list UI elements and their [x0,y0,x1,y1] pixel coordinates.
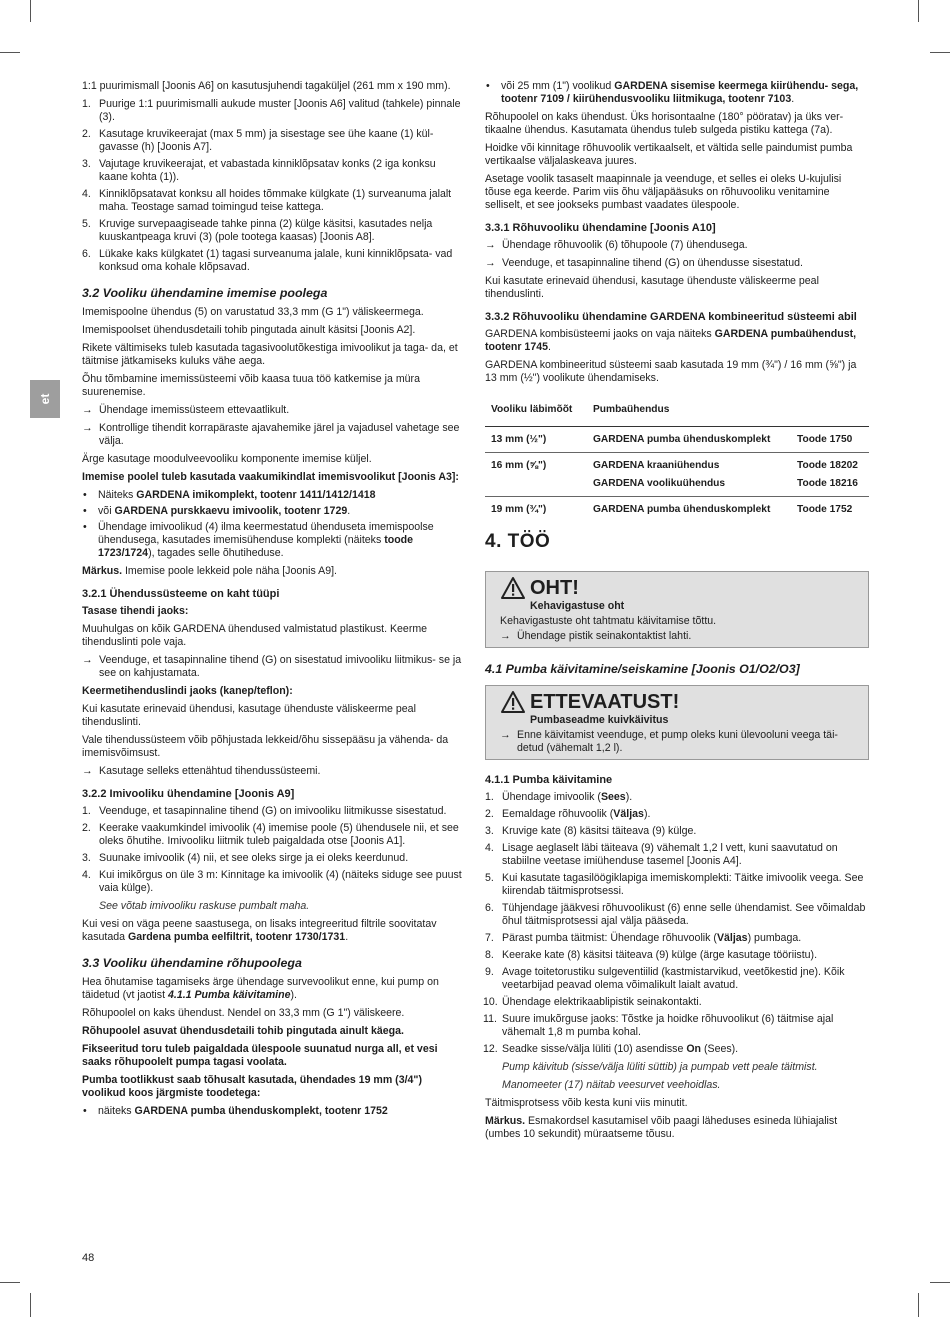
note [82,565,464,578]
cross-reference: 4.1.1 Pumba käivitamine [167,989,291,1001]
italic-note: Manomeeter (17) näitab veesurvet veehoidlas. [502,1079,721,1091]
bullet-list [485,80,869,106]
caution-box [485,685,869,760]
step-text: Ühendage imivoolik ( [502,791,601,803]
text: . [791,93,795,105]
subheading: Tasase tihendi jaoks: [82,605,189,617]
list-item [485,872,869,898]
table-row [485,453,869,476]
step-text: Veenduge, et tasapinnaline tihend (G) on imivooliku liitmikusse sisestatud. [99,805,447,817]
step-number: 4. [485,842,494,854]
paragraph: Rõhupoolel on kaks ühendust. Üks horisontaalne (180° pööratav) ja üks ver- tikaalne ühendus. Kasutamata ühendus tuleb sulgeda pistiku kattega (7a). [485,111,844,136]
section-3-2-2-title: 3.2.2 Imivooliku ühendamine [Joonis A9] [82,788,295,800]
column-header [791,395,869,427]
step-number: 7. [485,932,494,944]
warning-title: ETTEVAATUST! [530,691,680,713]
note [485,1115,869,1141]
list-item [485,902,869,928]
page-number: 48 [82,1252,95,1264]
list-item [485,1043,869,1056]
step-text: Kruvige kate (8) käsitsi täiteava (9) külge. [502,825,697,837]
step-text: ) pumbaga. [747,932,802,944]
step-text: Keerake kate (8) käsitsi täiteava (9) külge (ärge kasutage tööriistu). [502,949,818,961]
step-number: 11. [483,1013,497,1025]
list-item [485,80,869,106]
text: . [345,931,349,943]
step-text: Avage toitetorustiku sulgeventiilid (kastmistarvikud, veetõkestid jne). Kõik veetarbijad peavad olema võimalikult laialt avatud. [502,966,845,991]
table-row [485,427,869,453]
paragraph: Kui kasutate erinevaid ühendusi, kasutage ühenduste väliskeerme peal tihenduslinti. [82,703,416,728]
step-text: Ühendage elektrikaablipistik seinakontakti. [502,996,702,1008]
bold-paragraph: Fikseeritud toru tuleb paigaldada ülespoole suunatud nurga all, et vesi saaks rõhupoolelt pumpa tagasi voolata. [82,1043,438,1068]
intro-text: 1:1 puurimismall [Joonis A6] on kasutusjuhendi tagaküljel (261 mm x 190 mm). [82,80,451,92]
step-number: 10. [483,996,498,1008]
instruction: → Veenduge, et tasapinnaline tihend (G) on sisestatud imivooliku liitmikus- se ja see on kahjustamata. [82,654,464,680]
step-bold: Väljas [613,808,644,820]
text: Näiteks [98,489,137,501]
step-number: 12. [483,1043,498,1055]
danger-box [485,571,869,648]
list-item [485,966,869,992]
list-item [82,869,464,895]
section-3-3-2-title: 3.3.2 Rõhuvooliku ühendamine GARDENA kombineeritud süsteemi abil [485,311,857,323]
table-cell: GARDENA pumba ühenduskomplekt [593,504,771,515]
bullet-list [82,489,464,560]
list-item [82,822,464,848]
paragraph [82,918,464,944]
pump-connection-table [485,395,869,519]
crop-mark [0,52,20,53]
instruction: → Veenduge, et tasapinnaline tihend (G) on ühendusse sisestatud. [485,257,869,270]
step-number: 1. [485,791,494,803]
paragraph: Rõhupoolel on kaks ühendust. Nendel on 33,3 mm (G 1") väliskeere. [82,1007,405,1019]
step-text: Kasutage kruvikeerajat (max 5 mm) ja sisestage see ühe kaane (1) kül- gavasse (h) [Joonis A7]. [99,128,434,153]
crop-mark [30,1293,31,1317]
paragraph: Rikete vältimiseks tuleb kasutada tagasivoolutõkestiga imivoolikut ja taga- da, et täitmise jätkamiseks kuluks vähe aega. [82,342,458,367]
bold-paragraph: Rõhupoolel asuvat ühendusdetaili tohib pingutada ainult käega. [82,1025,404,1037]
mount-steps [82,98,464,274]
step-bold: Väljas [716,932,748,944]
text: näiteks [98,1105,135,1117]
section-4-1-title: 4.1 Pumba käivitamine/seiskamine [Joonis O1/O2/O3] [485,662,800,676]
crop-mark [918,1293,919,1317]
step-number: 1. [82,805,91,817]
crop-mark [918,0,919,22]
paragraph: Ärge kasutage moodulveevooliku komponente imemise küljel. [82,453,372,465]
warning-title: OHT! [530,577,579,599]
table-cell: GARDENA voolikuühendus [587,475,791,497]
step-text: Puurige 1:1 puurimismalli aukude muster [Joonis A6] valitud (tahkele) pinnale (3). [99,98,461,123]
suction-steps [82,805,464,895]
paragraph: GARDENA kombineeritud süsteemi saab kasutada 19 mm (¾") / 16 mm (⅝") ja 13 mm (½") voolikute ühendamiseks. [485,359,857,384]
section-4-1-1-title: 4.1.1 Pumba käivitamine [485,774,613,786]
column-header: Vooliku läbimõõt [485,395,587,427]
text: ), tagades selle õhutiheduse. [148,547,284,559]
text: või [98,505,115,517]
step-number: 2. [485,808,494,820]
step-text: Lükake kaks külgkatet (1) tagasi surveanuma jalale, kuni kinniklõpsata- vad konksud oma kohale klõpsavad. [99,248,453,273]
product-name: toode 1723/1724 [98,534,414,559]
right-column [485,80,869,1146]
instruction: → Ühendage imemissüsteem ettevaatlikult. [82,404,464,417]
list-item [82,188,464,214]
instruction: → Ühendage pistik seinakontaktist lahti. [500,630,860,643]
list-item [82,248,464,274]
table-cell: GARDENA pumba ühenduskomplekt [587,427,791,453]
step-number: 3. [82,852,91,864]
list-item [82,521,464,560]
paragraph: Imemispoolne ühendus (5) on varustatud 33,3 mm (G 1") väliskeermega. [82,306,424,318]
paragraph: Asetage voolik tasaselt maapinnale ja veenduge, et selles ei oleks U-kujulisi tõuse ega keerde. Parim viis õhu väljapääsuks on rõhuvooliku venitamine selliselt, et see jookseks pumbast vaadates ülespoole. [485,173,842,211]
step-number: 8. [485,949,494,961]
step-text: Lisage aeglaselt läbi täiteava (9) vähemalt 1,2 l vett, kuni saavutatud on stabiilne veetase imiühenduse tasemel [Joonis A4]. [502,842,838,867]
left-column [82,80,464,1123]
step-text: (Sees). [701,1043,739,1055]
warning-subtitle: Pumbaseadme kuivkäivitus [530,714,669,726]
list-item [485,808,869,821]
text: või 25 mm (1") voolikud [501,80,615,92]
step-number: 5. [485,872,494,884]
step-bold: Sees [600,791,626,803]
table-cell: Toode 1752 [797,504,853,515]
step-number: 3. [82,158,91,170]
step-number: 1. [82,98,91,110]
text: . [347,505,351,517]
table-cell: Toode 18216 [791,475,869,497]
table-cell [485,475,587,497]
step-number: 4. [82,869,91,881]
step-number: 3. [485,825,494,837]
paragraph: Muuhulgas on kõik GARDENA ühendused valmistatud plastikust. Keerme tihenduslinti pole vaja. [82,623,428,648]
step-text: Kui imikõrgus on üle 3 m: Kinnitage ka imivoolik (4) (näiteks siduge see puust vaia külge). [99,869,462,894]
product-name: GARDENA sisemise keermega kiirühendu- sega, tootenr 7109 / kiirühendusvooliku liitmikuga, tootenr 7103 [501,80,859,105]
list-item [485,949,869,962]
table-cell: Toode 18202 [797,460,858,471]
product-name: GARDENA purskkaevu imivoolik, tootenr 1729 [114,505,348,517]
list-item [485,842,869,868]
crop-mark [930,1282,950,1283]
step-number: 9. [485,966,494,978]
italic-note: See võtab imivooliku raskuse pumbalt maha. [99,900,310,912]
list-item [82,505,464,518]
step-text: Vajutage kruvikeerajat, et vabastada kinniklõpsatav konks (2 iga konksu kaane kohta (1)). [99,158,436,183]
instruction: → Kontrollige tihendit korrapäraste ajavahemike järel ja vajadusel vahetage see välja. [82,422,464,448]
paragraph: Imemispoolset ühendusdetaili tohib pingutada ainult käsitsi [Joonis A2]. [82,324,416,336]
list-item [82,489,464,502]
list-item [485,996,869,1009]
crop-mark [0,1282,20,1283]
text: Kui vesi on väga peene saastusega, on lisaks integreeritud filtrile soovitatav kasutada [82,918,437,943]
paragraph [485,328,869,354]
product-name: Gardena pumba eelfiltrit, tootenr 1730/1731 [127,931,346,943]
step-number: 2. [82,128,91,140]
step-number: 6. [485,902,494,914]
table-row [485,475,869,497]
list-item [82,805,464,818]
warning-header [500,576,860,600]
text: . [548,341,551,353]
instruction: → Enne käivitamist veenduge, et pump oleks kuni ülevooluni veega täi- detud (vähemalt 1,2 l). [500,729,860,755]
start-steps [485,791,869,1056]
paragraph: Kui kasutate erinevaid ühendusi, kasutage ühenduste väliskeerme peal tihenduslinti. [485,275,819,300]
step-text: Pärast pumba täitmist: Ühendage rõhuvoolik ( [502,932,717,944]
step-number: 2. [82,822,91,834]
instruction: → Ühendage rõhuvoolik (6) tõhupoole (7) ühendusega. [485,239,869,252]
step-number: 5. [82,218,91,230]
step-text: Eemaldage rõhuvoolik ( [502,808,614,820]
product-name: GARDENA pumbaühendust, tootenr 1745 [485,328,857,353]
bullet-list [82,1105,464,1118]
step-text: Seadke sisse/välja lüliti (10) asendisse [502,1043,687,1055]
step-text: ). [625,791,633,803]
instruction: → Kasutage selleks ettenähtud tihendussüsteemi. [82,765,464,778]
note-text: Imemise poole lekkeid pole näha [Joonis A9]. [122,565,337,577]
paragraph: Hoidke või kinnitage rõhuvoolik vertikaalselt, et vältida selle paindumist pumba vertikaalse väljalaskeava juures. [485,142,853,167]
step-text: Kruvige survepaagiseade tahke pinna (2) külge käsitsi, kasutades nelja kuuskantpeaga kruvi (3) (pole tootega kaasas) [Joonis A8]. [99,218,433,243]
table-cell: 16 mm (⅝") [491,460,547,471]
note-label: Märkus. [485,1115,526,1127]
step-bold: On [686,1043,702,1055]
text: GARDENA kombisüsteemi jaoks on vaja näiteks [485,328,715,340]
crop-mark [30,0,31,22]
section-3-3-1-title: 3.3.1 Rõhuvooliku ühendamine [Joonis A10] [485,222,716,234]
step-text: Tühjendage jääkvesi rõhuvoolikust (6) enne selle ühendamist. See võimaldab õhul täitmisprotsessi ajal välja pääseda. [502,902,866,927]
section-3-2-title: 3.2 Vooliku ühendamine imemise poolega [82,286,328,300]
list-item [82,158,464,184]
list-item [82,1105,464,1118]
product-name: GARDENA pumba ühenduskomplekt, tootenr 1752 [134,1105,388,1117]
bold-paragraph: Pumba tootlikkust saab tõhusalt kasutada, ühendades 19 mm (3/4") voolikud koos järgmiste toodetega: [82,1074,422,1099]
table-cell: 19 mm (¾") [491,504,547,515]
subheading: Keermetihenduslindi jaoks (kanep/teflon): [82,685,293,697]
paragraph: Õhu tõmbamine imemissüsteemi võib kaasa tuua töö katkemise ja müra suurenemise. [82,373,420,398]
list-item [82,98,464,124]
list-item [485,791,869,804]
table-cell: Toode 1750 [791,427,869,453]
list-item [485,1013,869,1039]
step-text: Suure imukõrguse jaoks: Tõstke ja hoidke rõhuvoolikut (6) täitmise ajal vähemalt 1,8 m pumba kohal. [502,1013,834,1038]
text: Ühendage imivoolikud (4) ilma keermestatud ühenduseta imemispoolse ühendusega, kasutades imemisühenduse komplekti (näiteks [98,521,434,546]
step-text: Suunake imivoolik (4) nii, et see oleks sirge ja ei oleks keerdunud. [99,852,409,864]
list-item [82,218,464,244]
step-text: ). [643,808,651,820]
step-text: Kui kasutate tagasilöögiklapiga imemiskomplekti: Täitke imivoolik veega. See kiirendab täitmisprotsessi. [502,872,864,897]
section-3-2-1-title: 3.2.1 Ühendussüsteeme on kaht tüüpi [82,588,280,600]
list-item [485,825,869,838]
paragraph: Täitmisprotsess võib kesta kuni viis minutit. [485,1097,688,1109]
list-item [82,852,464,865]
warning-triangle-icon [500,690,526,714]
warning-triangle-icon [500,576,526,600]
text: ). [290,989,297,1001]
column-header: Pumbaühendus [587,395,791,427]
language-tab [30,380,60,418]
crop-mark [930,52,950,53]
table-cell: GARDENA kraaniühendus [593,460,720,471]
note-label: Märkus. [82,565,123,577]
warning-text: Kehavigastuste oht tahtmatu käivitamise tõttu. [500,615,717,627]
warning-header [500,690,860,714]
text: Hea õhutamise tagamiseks ärge ühendage survevoolikut enne, kui pump on täidetud (vt jaotist [82,976,439,1001]
list-item [485,932,869,945]
step-text: Keerake vaakumkindel imivoolik (4) imemise poole (5) ühendusele nii, et see oleks õhutihe. Imivooliku liitmik tuleb paigaldada otse [Joonis A1]. [99,822,459,847]
italic-note: Pump käivitub (sisse/välja lüliti süttib) ja pumpab vett peale täitmist. [502,1061,818,1073]
paragraph: Vale tihendussüsteem võib põhjustada lekkeid/õhu sissepääsu ja vähenda- da imemisvõimsust. [82,734,449,759]
product-name: GARDENA imikomplekt, tootenr 1411/1412/1418 [136,489,376,501]
section-3-3-title: 3.3 Vooliku ühendamine rõhupoolega [82,956,302,970]
table-row [485,497,869,520]
list-item [82,128,464,154]
step-number: 4. [82,188,91,200]
bold-paragraph: Imemise poolel tuleb kasutada vaakumikindlat imemisvoolikut [Joonis A3]: [82,471,459,483]
chapter-title: 4. TÖÖ [485,531,551,552]
warning-subtitle: Kehavigastuse oht [530,600,625,612]
language-code: et [37,393,52,405]
table-header-row [485,395,869,427]
paragraph [82,976,464,1002]
step-text: Kinniklõpsatavat konksu all hoides tõmmake külgkate (1) surveanuma jalalt maha. Teostage samad toimingud teise kattega. [99,188,452,213]
table-cell: 13 mm (½") [485,427,587,453]
note-text: Esmakordsel kasutamisel võib paagi läheduses esineda lühiajalist (umbes 10 sekundit) müraatseme tõusu. [485,1115,838,1140]
step-number: 6. [82,248,91,260]
